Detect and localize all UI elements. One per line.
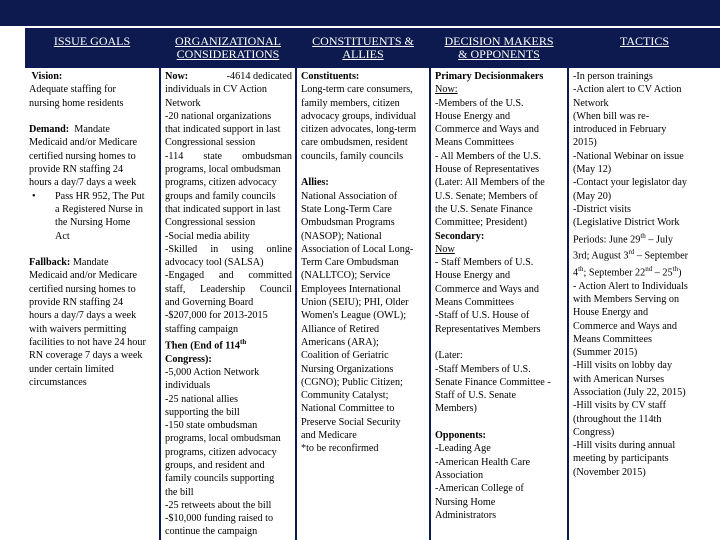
tactics-cell (569, 68, 720, 540)
opponent-line-1: -American Health Care (435, 456, 531, 468)
org-line-15: -Engaged and committed (165, 270, 292, 282)
issue-goals-cell (25, 68, 159, 540)
bullet-item (29, 190, 156, 203)
vision-text-1: Adequate staffing for (29, 84, 116, 96)
dm-later-line-2: Senate Finance Committee - (435, 376, 551, 388)
tactic-aug-a: 3rd; August 3 (573, 250, 629, 262)
opponent-line-3: -American College of (435, 483, 524, 495)
org-line-9: groups and family councils (165, 190, 276, 202)
tactic-line-8: -Contact your legislator day (573, 177, 688, 189)
ally-line-6: (NALLTCO); Service (301, 270, 391, 282)
vision-text-2: nursing home residents (29, 97, 124, 109)
tactic-b-line-0: - Action Alert to Individuals (573, 280, 688, 292)
const-line-1: family members, citizen (301, 97, 400, 109)
tactic-b-line-12: -Hill visits during annual (573, 440, 676, 452)
dm-later-line-3: Staff of U.S. Senate (435, 390, 517, 402)
org-line-5: Congressional session (165, 137, 256, 149)
header-issue-goals-text: ISSUE GOALS (53, 34, 131, 48)
tactic-b-line-10: (throughout the 114th (573, 413, 662, 425)
org-then-line-10: -25 retweets about the bill (165, 499, 272, 511)
tactic-august-line (573, 246, 717, 263)
dm-now-line-4: - All Members of the U.S. (435, 150, 542, 162)
allies-label: Allies: (301, 177, 329, 189)
org-then-label-a: Then (End of 114 (165, 340, 241, 352)
header-decision-makers-opponents (431, 28, 567, 66)
dm-now-line-1: House Energy and (435, 110, 511, 122)
tactic-b-line-4: Means Committees (573, 333, 652, 345)
org-line-0: -4614 dedicated (226, 71, 292, 82)
org-line-18: -$207,000 for 2013-2015 (165, 310, 268, 322)
dm-now2-line-3: Means Committees (435, 297, 514, 309)
ally-line-10: Alliance of Retired (301, 323, 380, 335)
demand-text-3: certified nursing homes to (29, 150, 136, 162)
org-then-line-6: programs, citizen advocacy (165, 446, 277, 458)
tactic-line-5: 2015) (573, 137, 597, 149)
dm-now-line-8: the U.S. Senate Finance (435, 203, 533, 215)
opponent-line-0: -Leading Age (435, 443, 491, 455)
org-then-line-9: the bill (165, 486, 194, 498)
org-line-8: programs, citizen advocacy (165, 177, 277, 189)
org-then-label-b: Congress): (165, 353, 212, 365)
dm-now2-line-1: House Energy and (435, 270, 511, 282)
bullet-text-1: Pass HR 952, The Put (55, 190, 145, 202)
vision-line (29, 70, 156, 83)
dm-later-line-1: -Staff Members of U.S. (435, 363, 531, 375)
org-line-11: Congressional session (165, 217, 256, 229)
dm-now-line-2: Commerce and Ways and (435, 124, 539, 136)
org-line-2: Network (165, 97, 201, 109)
ally-line-16: National Committee to (301, 403, 395, 415)
tactic-sep-sup1: th (578, 264, 584, 273)
header-tactics (569, 28, 720, 66)
dm-now2-line-2: Commerce and Ways and (435, 283, 539, 295)
org-then-line-12: continue the campaign (165, 526, 258, 538)
org-then-line-0: -5,000 Action Network (165, 366, 260, 378)
header-organizational-considerations (161, 28, 295, 66)
dm-now2-line-4: -Staff of U.S. House of (435, 310, 530, 322)
org-line-1: individuals in CV Action (165, 84, 267, 96)
ally-line-19: *to be reconfirmed (301, 443, 379, 455)
fallback-text-5: hours a day/7 days a week (29, 310, 137, 322)
ally-line-1: State Long-Term Care (301, 203, 392, 215)
tactic-sep-sup2: nd (645, 264, 653, 273)
ally-line-0: National Association of (301, 190, 398, 202)
tactic-b-line-2: House Energy and (573, 307, 649, 319)
tactic-aug-sup: rd (628, 248, 635, 257)
header-const-line2: ALLIES (342, 48, 384, 61)
tactic-periods-line (573, 230, 717, 247)
org-line-13: -Skilled in using online (165, 243, 292, 255)
organizational-cell (161, 68, 295, 540)
constituents-cell (297, 68, 429, 540)
ally-line-15: Community Catalyst; (301, 390, 389, 402)
tactic-b-line-13: meeting by participants (573, 453, 669, 465)
org-line-3: -20 national organizations (165, 110, 272, 122)
tactic-line-2: Network (573, 97, 609, 109)
dm-now-line-3: Means Committees (435, 137, 514, 149)
fallback-text-4: provide RN staffing 24 (29, 297, 124, 309)
tactic-line-11: (Legislative District Work (573, 217, 680, 229)
demand-line (29, 123, 156, 136)
org-then-line-2: -25 national allies (165, 393, 238, 405)
fallback-text-2: Medicaid and/or Medicare (29, 270, 138, 282)
primary-decisionmakers-label: Primary Decisionmakers (435, 71, 544, 82)
dm-now-line-5: House of Representatives (435, 164, 540, 176)
fallback-text-1: Mandate (72, 257, 109, 269)
bullet-text-3: the Nursing Home (55, 217, 131, 229)
tactic-september-line (573, 263, 717, 280)
fallback-label: Fallback: (29, 257, 71, 269)
tactic-sep-d: ) (678, 267, 682, 279)
demand-label: Demand: (29, 124, 70, 136)
header-org-line2: CONSIDERATIONS (176, 48, 280, 61)
bullet-text-2: a Registered Nurse in (55, 203, 143, 215)
fallback-text-10: circumstances (29, 376, 87, 388)
opponent-line-5: Administrators (435, 509, 497, 521)
org-then-line-3: supporting the bill (165, 406, 240, 418)
demand-text-2: Medicaid and/or Medicare (29, 137, 138, 149)
ally-line-17: Preserve Social Security (301, 416, 401, 428)
demand-text-5: hours a day/7 days a week (29, 177, 137, 189)
tactic-b-line-3: Commerce and Ways and (573, 320, 677, 332)
ally-line-11: Americans (ARA); (301, 336, 379, 348)
org-line-17: and Governing Board (165, 297, 254, 309)
ally-line-5: Term Care Ombudsman (301, 257, 399, 269)
ally-line-18: and Medicare (301, 430, 357, 442)
fallback-text-6: with waivers permitting (29, 323, 127, 335)
tactic-sep-c: – 25 (652, 267, 673, 279)
header-dm-line2: & OPPONENTS (458, 48, 540, 61)
secondary-label: Secondary: (435, 230, 485, 242)
demand-text-1: Mandate (74, 124, 110, 136)
header-dm-line1: DECISION MAKERS (444, 35, 554, 48)
ally-line-4: Association of Local Long- (301, 243, 414, 255)
ally-line-9: Women's League (OWL); (301, 310, 407, 322)
tactic-b-line-9: -Hill visits by CV staff (573, 400, 667, 412)
campaign-strategy-chart (25, 28, 720, 540)
org-line-19: staffing campaign (165, 323, 239, 335)
header-org-line1: ORGANIZATIONAL (175, 35, 281, 48)
constituents-label: Constituents: (301, 71, 360, 82)
tactic-b-line-14: (November 2015) (573, 466, 646, 478)
ally-line-3: (NASOP); National (301, 230, 382, 242)
tactic-periods-sup: th (640, 231, 646, 240)
const-line-4: care ombudsmen, resident (301, 137, 408, 149)
tactic-line-6: -National Webinar on issue (573, 150, 684, 162)
tactic-sep-sup3: th (672, 264, 679, 273)
fallback-text-9: under certain limited (29, 363, 114, 375)
header-const-line1: CONSTITUENTS & (312, 35, 414, 48)
dm-now2-line-5: Representatives Members (435, 323, 541, 335)
top-banner (0, 0, 720, 26)
org-then-line-11: -$10,000 funding raised to (165, 513, 274, 525)
demand-text-4: provide RN staffing 24 (29, 164, 124, 176)
tactic-b-line-11: Congress) (573, 426, 615, 438)
bullet-text-4: Act (55, 230, 70, 242)
ally-line-14: (CGNO); Public Citizen; (301, 376, 403, 388)
dm-later-line-0: (Later: (435, 350, 463, 362)
opponent-line-4: Nursing Home (435, 496, 496, 508)
tactic-periods-a: Periods: June 29 (573, 233, 641, 245)
tactic-line-3: (When bill was re- (573, 110, 650, 122)
tactic-line-9: (May 20) (573, 190, 612, 202)
decision-makers-cell (431, 68, 567, 540)
ally-line-12: Coalition of Geriatric (301, 350, 389, 362)
org-now-line (165, 70, 292, 83)
ally-line-13: Nursing Organizations (301, 363, 394, 375)
vision-label: Vision: (31, 71, 63, 82)
org-line-16: staff, Leadership Council (165, 283, 292, 295)
const-line-5: councils, family councils (301, 150, 404, 162)
org-then-line-7: groups, and resident and (165, 460, 265, 471)
const-line-3: citizen advocates, long-term (301, 124, 417, 136)
ally-line-2: Ombudsman Programs (301, 217, 395, 229)
org-now-label: Now: (165, 71, 189, 82)
opponent-line-2: Association (435, 469, 484, 481)
header-issue-goals (25, 28, 159, 66)
dm-later-line-4: Members) (435, 403, 477, 415)
ally-line-7: Employees International (301, 283, 401, 295)
org-then-line (165, 336, 292, 353)
fallback-line (29, 256, 156, 269)
org-line-6: -114 state ombudsman (165, 150, 292, 162)
tactic-b-line-7: with American Nurses (573, 373, 665, 385)
tactic-b-line-8: Association (July 22, 2015) (573, 387, 686, 398)
fallback-text-7: facilities to not have 24 hour (29, 336, 146, 348)
dm-now-line-0: -Members of the U.S. (435, 97, 524, 109)
dm-now-line-9: Committee; President) (435, 217, 527, 229)
org-line-14: advocacy tool (SALSA) (165, 257, 264, 269)
const-line-0: Long-term care consumers, (301, 84, 413, 96)
org-line-12: -Social media ability (165, 230, 250, 242)
org-then-line-4: -150 state ombudsman (165, 420, 258, 432)
tactic-line-10: -District visits (573, 203, 632, 215)
org-line-7: programs, local ombudsman (165, 164, 281, 176)
tactic-b-line-6: -Hill visits on lobby day (573, 360, 673, 372)
dm-now2-line-0: - Staff Members of U.S. (435, 257, 534, 269)
header-tactics-text: TACTICS (619, 34, 670, 48)
org-then-line-8: family councils supporting (165, 473, 275, 485)
const-line-2: advocacy groups, individual (301, 110, 417, 122)
bullet-icon: • (32, 190, 36, 202)
ally-line-8: Union (SEIU); PHI, Older (301, 297, 409, 309)
org-then-line-5: programs, local ombudsman (165, 433, 281, 445)
dm-now2-label: Now (435, 243, 455, 255)
tactic-line-1: -Action alert to CV Action (573, 84, 682, 96)
opponents-label: Opponents: (435, 430, 486, 442)
header-constituents-allies (297, 28, 429, 66)
dm-now-line-7: U.S. Senate; Members of (435, 190, 538, 202)
tactic-periods-b: – July (645, 233, 673, 245)
org-line-4: that indicated support in last (165, 124, 281, 136)
tactic-sep-a: 4 (573, 267, 579, 279)
org-then-line-1: individuals (165, 380, 211, 392)
tactic-b-line-5: (Summer 2015) (573, 347, 638, 359)
dm-now-line-6: (Later: All Members of the (435, 177, 545, 189)
tactic-line-0: -In person trainings (573, 71, 653, 82)
tactic-sep-b: ; September 22 (583, 267, 646, 279)
org-then-sup: th (240, 337, 247, 346)
tactic-line-7: (May 12) (573, 164, 612, 176)
fallback-text-3: certified nursing homes to (29, 283, 136, 295)
dm-now-label: Now: (435, 84, 458, 96)
tactic-aug-b: – September (634, 250, 689, 262)
tactic-b-line-1: with Members Serving on (573, 293, 680, 305)
tactic-line-4: introduced in February (573, 124, 667, 136)
fallback-text-8: RN coverage 7 days a week (29, 350, 143, 362)
org-line-10: that indicated support in last (165, 203, 281, 215)
